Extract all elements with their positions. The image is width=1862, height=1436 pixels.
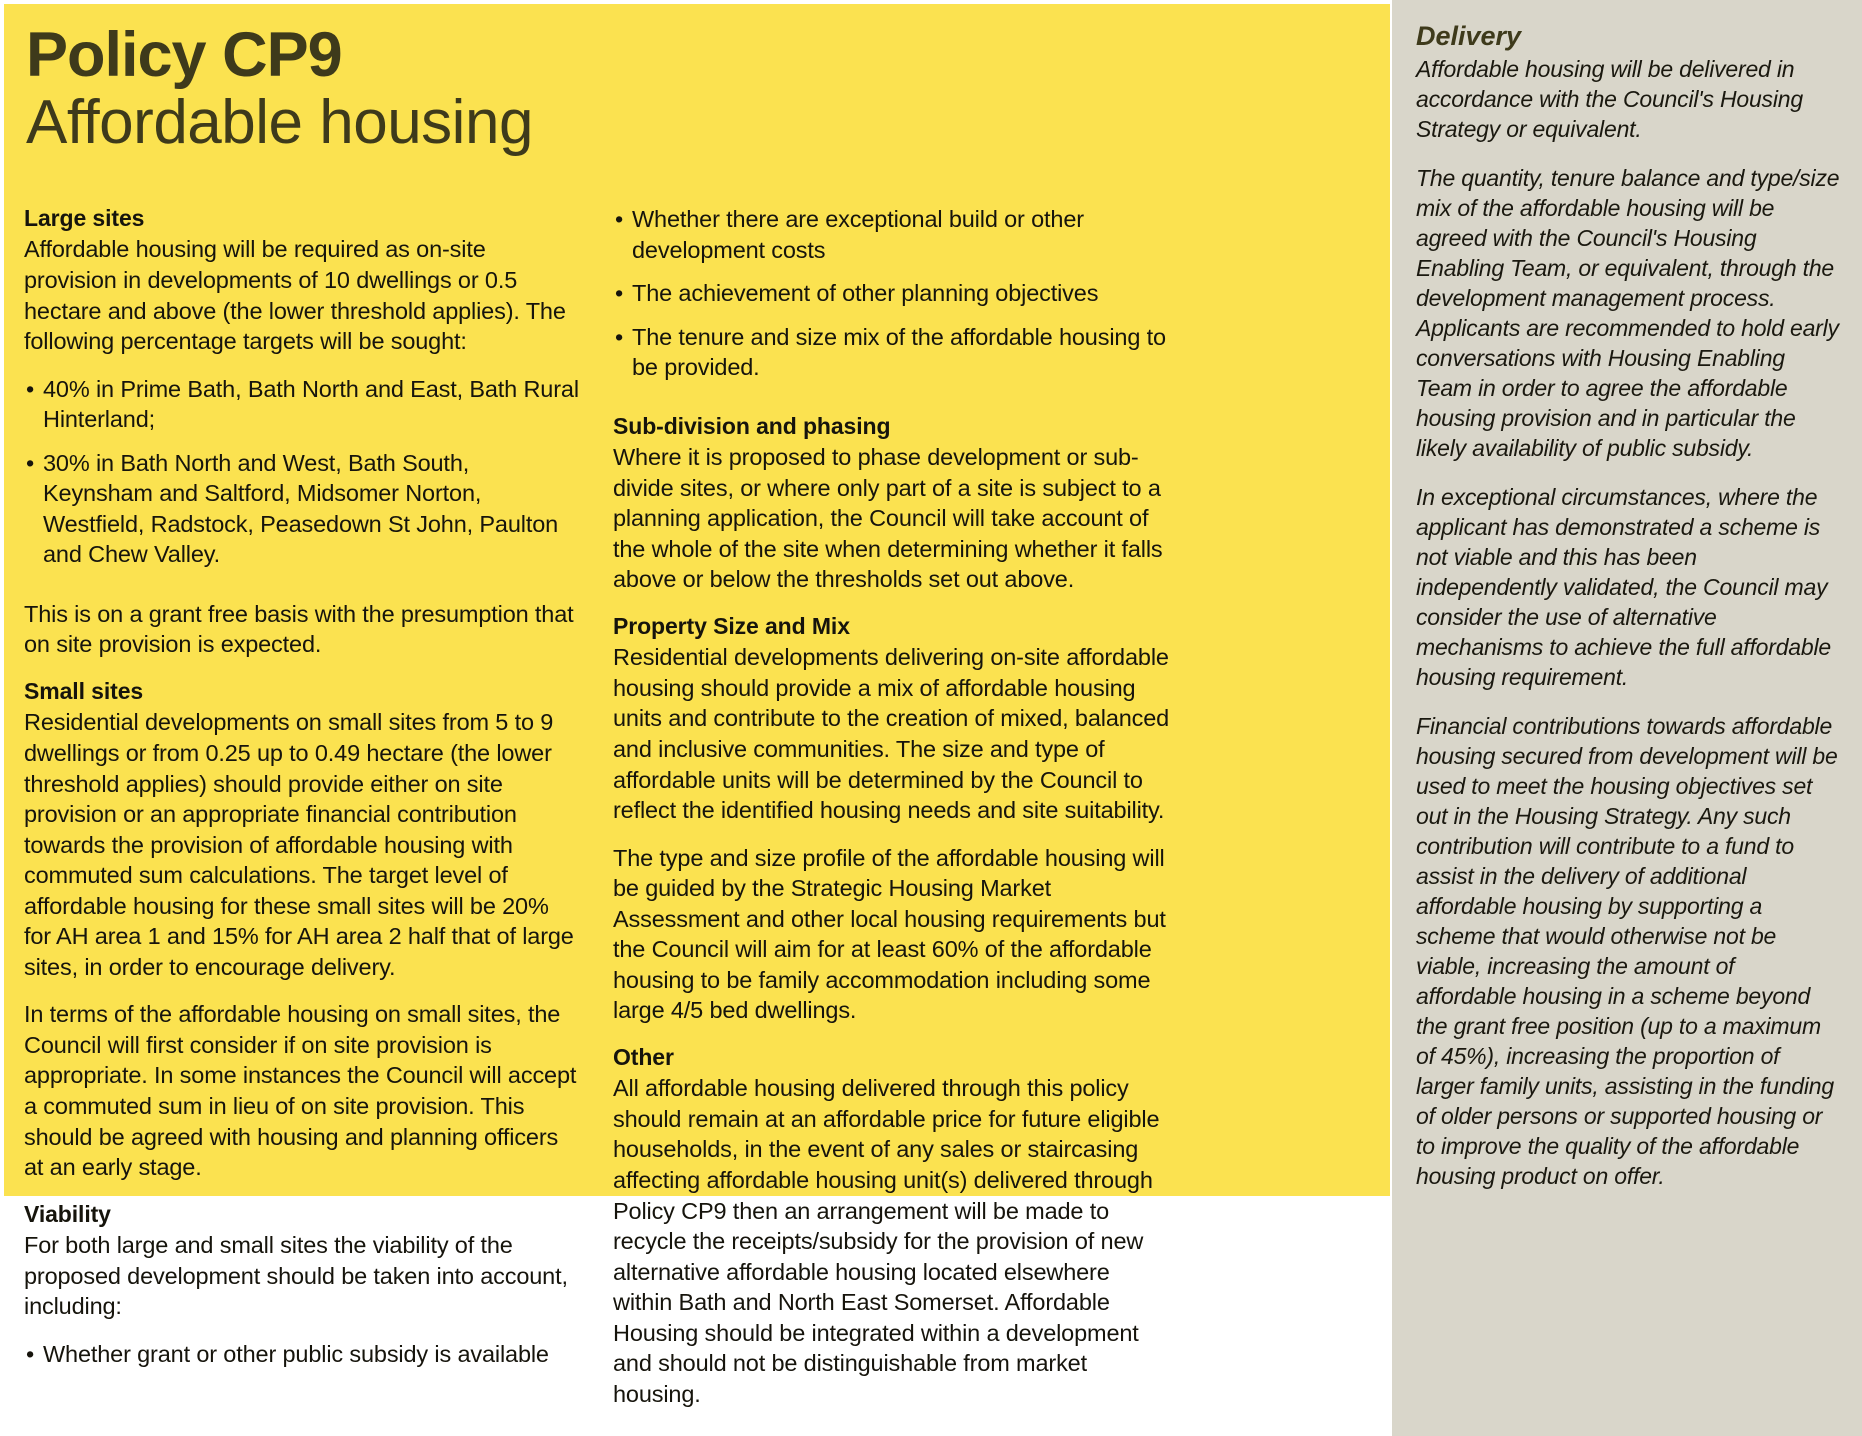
heading-other: Other	[613, 1043, 674, 1070]
policy-panel	[4, 4, 1390, 1407]
policy-column-middle	[601, 204, 1186, 1407]
para-property-2: The type and size profile of the affordable housing will be guided by the Strategic Housing Market Assessment and other local housing requirements but the Council will aim for at least 60% of the affordable housing to be family accommodation including some large 4/5 bed dwellings.	[613, 844, 1166, 1024]
para-other: All affordable housing delivered through this policy should remain at an affordable price for future eligible households, in the event of any sales or staircasing affecting affordable housing unit(s) delivered through Policy CP9 then an arrangement will be made to recycle the receipts/subsidy for the provision of new alternative affordable housing located elsewhere within Bath and North East Somerset. Affordable Housing should be integrated within a development and should not be distinguishable from market housing.	[613, 1075, 1160, 1407]
spacer	[613, 397, 1174, 412]
policy-number-title: Policy CP9	[26, 20, 342, 90]
list-viability-continued	[613, 204, 1174, 383]
heading-sub-division-and-phasing: Sub-division and phasing	[613, 412, 891, 439]
delivery-sidebar	[1392, 0, 1862, 1436]
heading-property-size-and-mix: Property Size and Mix	[613, 612, 850, 639]
para-small-sites-1: Residential developments on small sites from 5 to 9 dwellings or from 0.25 up to 0.49 hectare (the lower threshold applies) should provide either on site provision or an appropriate financial contribution towards the provision of affordable housing with commuted sum calculations. The target level of affordable housing for these small sites will be 20% for AH area 1 and 15% for AH area 2 half that of large sites, in order to encourage delivery.	[24, 709, 574, 980]
para-delivery-1: Affordable housing will be delivered in accordance with the Council's Housing Strategy or equivalent.	[1416, 56, 1803, 143]
list-large-sites-targets	[24, 374, 579, 570]
policy-subject-title: Affordable housing	[26, 87, 533, 157]
list-item: • Whether there are exceptional build or other development costs	[613, 204, 1174, 265]
list-item: • The tenure and size mix of the affordable housing to be provided.	[613, 322, 1174, 383]
para-delivery-2: The quantity, tenure balance and type/size mix of the affordable housing will be agreed with the Council's Housing Enabling Team, or equivalent, through the development management process. Applicants are recommended to hold early conversations with Housing Enabling Team in order to agree the affordable housing provision and in particular the likely availability of public subsidy.	[1416, 165, 1840, 462]
list-item: • Whether grant or other public subsidy is available	[24, 1339, 579, 1370]
list-item: • The achievement of other planning objectives	[613, 278, 1174, 309]
para-large-sites-intro: Affordable housing will be required as on-site provision in developments of 10 dwellings or 0.5 hectare and above (the lower threshold applies). The following percentage targets will be sought:	[24, 236, 566, 355]
para-small-sites-2: In terms of the affordable housing on small sites, the Council will first consider if on site provision is appropriate. In some instances the Council will accept a commuted sum in lieu of on site provision. This should be agreed with housing and planning officers at an early stage.	[24, 1001, 577, 1181]
para-delivery-3: In exceptional circumstances, where the applicant has demonstrated a scheme is not viable and this has been independently validated, the Council may consider the use of alternative mechanisms to achieve the full affordable housing requirement.	[1416, 484, 1831, 691]
policy-column-left	[4, 204, 589, 1367]
spacer	[24, 584, 579, 599]
para-delivery-4: Financial contributions towards affordable housing secured from development will be used to meet the housing objectives set out in the Housing Strategy. Any such contribution will contribute to a fund to assist in the delivery of additional affordable housing by supporting a scheme that would otherwise not be viable, increasing the amount of affordable housing in a scheme beyond the grant free position (up to a maximum of 45%), increasing the proportion of larger family units, assisting in the funding of older persons or supported housing or to improve the quality of the affordable housing product on offer.	[1416, 713, 1838, 1190]
heading-large-sites: Large sites	[24, 205, 145, 231]
para-grant-free: This is on a grant free basis with the presumption that on site provision is expected.	[24, 600, 574, 658]
heading-delivery: Delivery	[1416, 21, 1522, 51]
policy-columns	[4, 204, 1390, 1407]
page-title	[4, 20, 1390, 157]
para-property-1: Residential developments delivering on-site affordable housing should provide a mix of affordable housing units and contribute to the creation of mixed, balanced and inclusive communities. The size and type of affordable units will be determined by the Council to reflect the identified housing needs and site suitability.	[613, 644, 1170, 824]
para-viability-intro: For both large and small sites the viability of the proposed development should be taken into account, including:	[24, 1232, 568, 1320]
heading-small-sites: Small sites	[24, 678, 144, 704]
list-item: • 30% in Bath North and West, Bath South, Keynsham and Saltford, Midsomer Norton, Westfield, Radstock, Peasedown St John, Paulton and Chew Valley.	[24, 448, 579, 570]
heading-viability: Viability	[24, 1200, 111, 1227]
list-viability-left	[24, 1339, 579, 1370]
list-item: • 40% in Prime Bath, Bath North and East, Bath Rural Hinterland;	[24, 374, 579, 435]
para-sub-division: Where it is proposed to phase development or sub-divide sites, or where only part of a site is subject to a planning application, the Council will take account of the whole of the site when determining whether it falls above or below the thresholds set out above.	[613, 444, 1163, 593]
